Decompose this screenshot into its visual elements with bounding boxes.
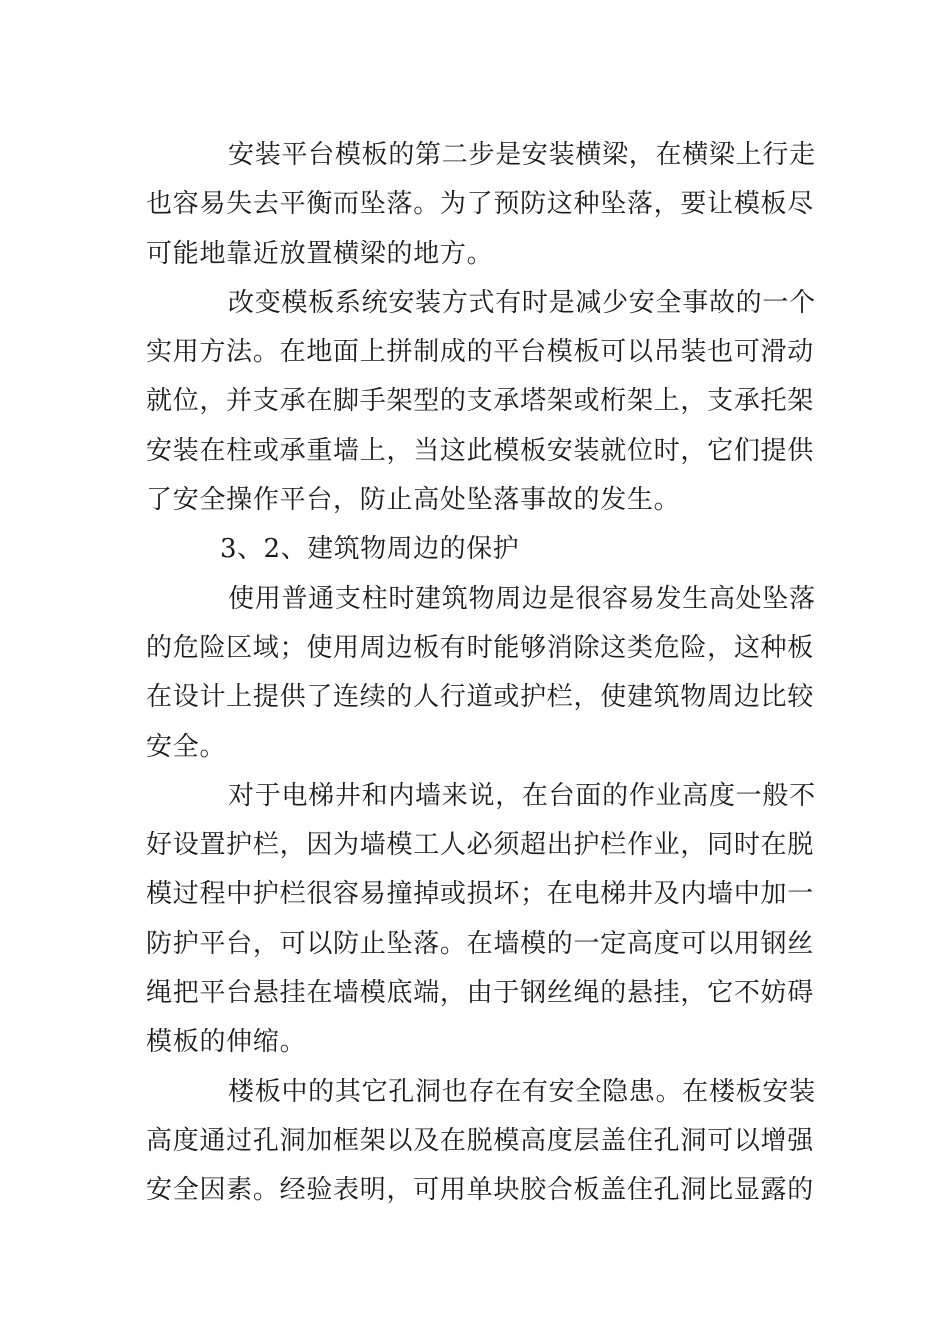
text-line: 楼板中的其它孔洞也存在有安全隐患。在楼板安装 bbox=[228, 1076, 816, 1107]
paragraph-building-perimeter bbox=[146, 575, 816, 772]
text-line: 安全因素。经验表明，可用单块胶合板盖住孔洞比显露的 bbox=[146, 1175, 815, 1206]
text-line: 绳把平台悬挂在墙模底端，由于钢丝绳的悬挂，它不妨碍 bbox=[146, 978, 815, 1009]
text-line: 模板的伸缩。 bbox=[146, 1027, 307, 1058]
text-line: 了安全操作平台，防止高处坠落事故的发生。 bbox=[146, 485, 681, 516]
text-line: 好设置护栏，因为墙模工人必须超出护栏作业，同时在脱 bbox=[146, 830, 815, 861]
text-line: 对于电梯井和内墙来说，在台面的作业高度一般不 bbox=[228, 780, 816, 811]
document-body bbox=[146, 131, 816, 1216]
paragraph-formwork-system-installation bbox=[146, 279, 816, 525]
section-heading bbox=[146, 525, 810, 574]
text-line: 就位，并支承在脚手架型的支承塔架或桁架上，支承托架 bbox=[146, 386, 815, 417]
section-heading-text: 3、2、建筑物周边的保护 bbox=[220, 534, 520, 565]
text-line: 改变模板系统安装方式有时是减少安全事故的一个 bbox=[228, 287, 816, 318]
text-line: 在设计上提供了连续的人行道或护栏，使建筑物周边比较 bbox=[146, 682, 815, 713]
text-line: 也容易失去平衡而坠落。为了预防这种坠落，要让模板尽 bbox=[146, 189, 815, 220]
paragraph-elevator-shaft bbox=[146, 772, 816, 1068]
text-line: 安全。 bbox=[146, 731, 227, 762]
text-line: 防护平台，可以防止坠落。在墙模的一定高度可以用钢丝 bbox=[146, 928, 815, 959]
text-line: 的危险区域；使用周边板有时能够消除这类危险，这种板 bbox=[146, 632, 815, 663]
text-line: 可能地靠近放置横梁的地方。 bbox=[146, 238, 494, 269]
text-line: 实用方法。在地面上拼制成的平台模板可以吊装也可滑动 bbox=[146, 337, 815, 368]
text-line: 安装在柱或承重墙上，当这此模板安装就位时，它们提供 bbox=[146, 435, 815, 466]
text-line: 使用普通支柱时建筑物周边是很容易发生高处坠落 bbox=[228, 583, 816, 614]
text-line: 模过程中护栏很容易撞掉或损坏；在电梯井及内墙中加一 bbox=[146, 879, 815, 910]
paragraph-platform-beam-installation bbox=[146, 131, 816, 279]
text-line: 安装平台模板的第二步是安装横梁，在横梁上行走 bbox=[228, 140, 816, 170]
text-line: 高度通过孔洞加框架以及在脱模高度层盖住孔洞可以增强 bbox=[146, 1125, 815, 1156]
paragraph-floor-openings bbox=[146, 1068, 816, 1216]
